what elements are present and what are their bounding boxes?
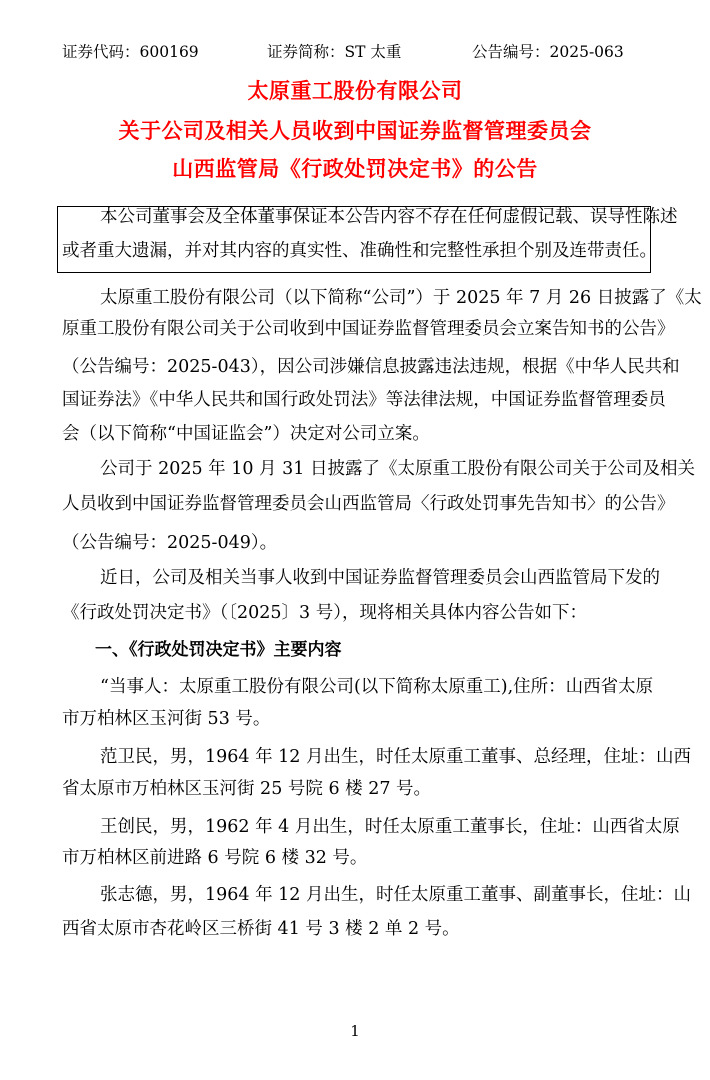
section-heading-decision-content: 一、《行政处罚决定书》主要内容 (95, 640, 342, 660)
stock-abbreviation: 证券简称：ST 太重 (267, 43, 402, 61)
notice-line-1: 本公司董事会及全体董事保证本公告内容不存在任何虚假记载、误导性陈述 (100, 207, 678, 227)
page-number: 1 (350, 1022, 360, 1040)
announcement-number: 公告编号：2025-063 (472, 43, 624, 61)
document-header (62, 40, 652, 64)
title-line-2: 关于公司及相关人员收到中国证券监督管理委员会 (118, 119, 592, 143)
stock-code: 证券代码：600169 (62, 43, 199, 61)
title-company: 太原重工股份有限公司 (247, 79, 463, 103)
notice-line-2: 或者重大遗漏，并对其内容的真实性、准确性和完整性承担个别及连带责任。 (62, 241, 657, 261)
title-line-3: 山西监管局《行政处罚决定书》的公告 (172, 157, 538, 181)
